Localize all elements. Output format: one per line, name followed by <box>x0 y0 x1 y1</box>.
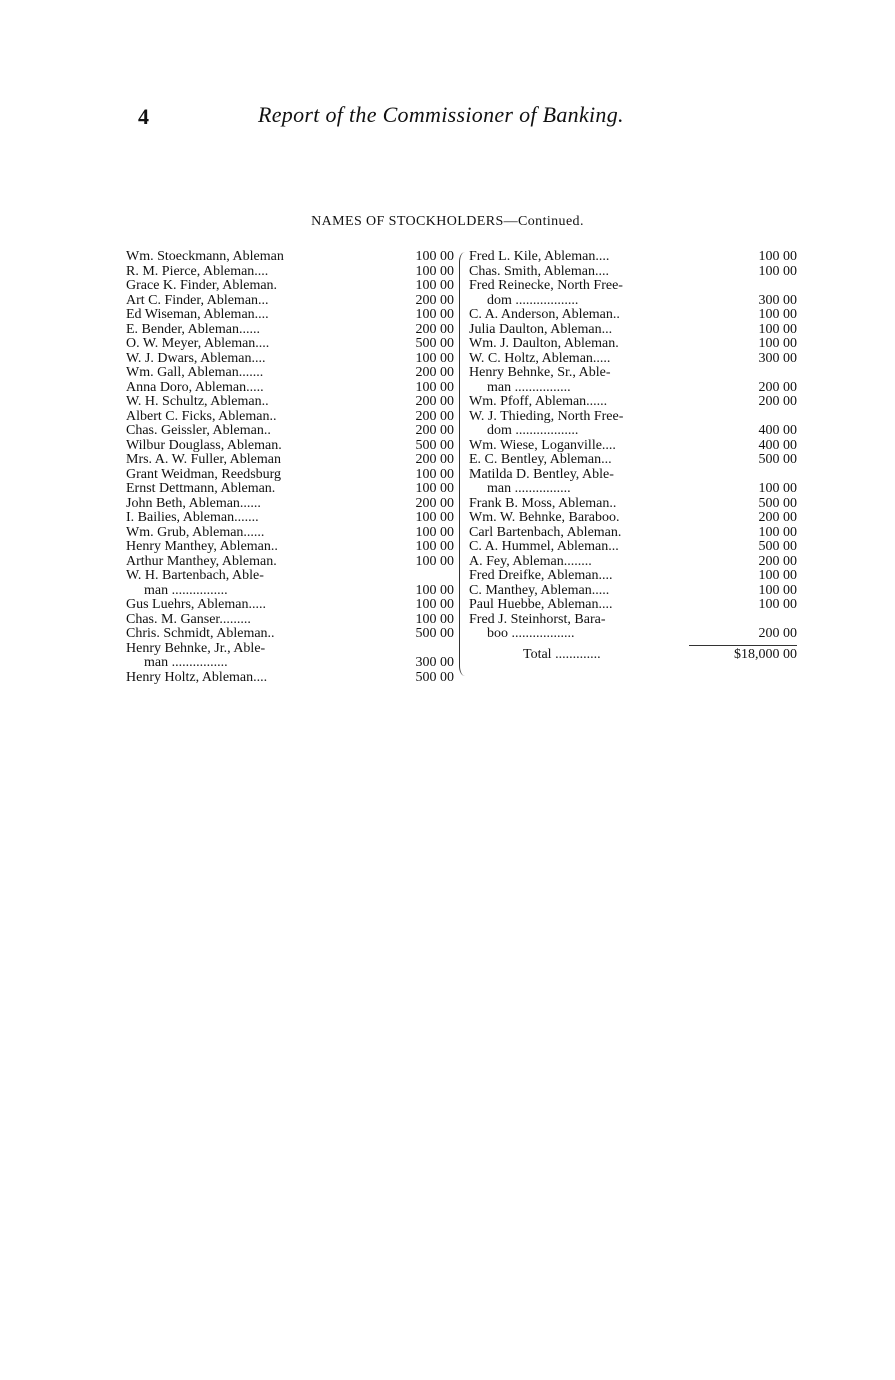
stockholder-name: Fred Dreifke, Ableman.... <box>469 568 613 583</box>
stockholder-row <box>469 294 799 309</box>
total-row <box>469 648 799 663</box>
stockholder-amount: 200 00 <box>758 510 797 525</box>
stockholder-name: Chas. M. Ganser......... <box>126 611 251 627</box>
stockholder-name: R. M. Pierce, Ableman.... <box>126 263 269 279</box>
stockholder-amount: 500 00 <box>415 336 454 351</box>
stockholder-name: man ................ <box>487 481 571 496</box>
stockholder-name: Wm. Gall, Ableman....... <box>126 365 264 380</box>
stockholder-amount: 500 00 <box>758 539 797 554</box>
stockholder-row <box>126 627 456 642</box>
stockholder-row <box>469 526 799 541</box>
stockholder-amount: 100 00 <box>415 597 454 612</box>
stockholder-amount: 400 00 <box>758 423 797 438</box>
stockholder-amount: 200 00 <box>758 394 797 409</box>
stockholder-name: C. Manthey, Ableman..... <box>469 582 610 598</box>
stockholder-row <box>469 598 799 613</box>
stockholder-row <box>126 352 456 367</box>
stockholder-name: I. Bailies, Ableman....... <box>126 510 259 525</box>
stockholder-name: man ................ <box>487 379 571 395</box>
stockholder-name: Art C. Finder, Ableman... <box>126 292 269 308</box>
stockholder-row <box>469 265 799 280</box>
stockholder-name: Wm. Wiese, Loganville.... <box>469 437 616 453</box>
stockholder-amount: 100 00 <box>758 263 797 279</box>
stockholder-amount: 100 00 <box>415 307 454 322</box>
stockholder-amount: 200 00 <box>415 292 454 308</box>
stockholder-amount: 100 00 <box>758 307 797 322</box>
stockholder-row <box>469 613 799 628</box>
stockholder-name: Ernst Dettmann, Ableman. <box>126 481 276 496</box>
stockholder-amount: 500 00 <box>415 437 454 453</box>
stockholder-amount: 100 00 <box>758 597 797 612</box>
stockholder-name: Carl Bartenbach, Ableman. <box>469 524 622 540</box>
stockholder-row <box>126 598 456 613</box>
stockholder-name: Matilda D. Bentley, Able- <box>469 466 614 482</box>
stockholder-name: Chas. Smith, Ableman.... <box>469 263 609 279</box>
stockholder-amount: 200 00 <box>415 394 454 409</box>
stockholder-name: Henry Behnke, Jr., Able- <box>126 640 266 656</box>
stockholder-row <box>469 511 799 526</box>
stockholder-name: boo .................. <box>487 626 575 641</box>
stockholder-amount: 100 00 <box>415 350 454 366</box>
stockholder-amount: 300 00 <box>758 292 797 308</box>
stockholder-name: Grant Weidman, Reedsburg <box>126 466 282 482</box>
stockholder-row <box>469 439 799 454</box>
stockholder-amount: 100 00 <box>415 611 454 627</box>
stockholder-name: Wm. W. Behnke, Baraboo. <box>469 510 620 525</box>
stockholder-row <box>126 642 456 657</box>
stockholder-row <box>469 482 799 497</box>
stockholder-row <box>126 424 456 439</box>
stockholder-name: W. J. Dwars, Ableman.... <box>126 350 266 366</box>
stockholder-row <box>126 497 456 512</box>
stockholder-row <box>469 366 799 381</box>
stockholder-row <box>469 323 799 338</box>
stockholder-row <box>469 381 799 396</box>
stockholder-name: Fred L. Kile, Ableman.... <box>469 249 610 264</box>
stockholder-amount: 100 00 <box>415 539 454 554</box>
stockholder-amount: 100 00 <box>758 249 797 264</box>
stockholder-amount: 100 00 <box>415 582 454 598</box>
stockholder-amount: 300 00 <box>415 655 454 670</box>
stockholder-amount: 500 00 <box>758 452 797 467</box>
stockholder-column-right <box>469 250 799 662</box>
stockholder-amount: 200 00 <box>758 379 797 395</box>
stockholder-amount: 500 00 <box>758 495 797 511</box>
section-title: NAMES OF STOCKHOLDERS—Continued. <box>311 214 584 229</box>
stockholder-amount: 500 00 <box>415 669 454 685</box>
stockholder-amount: 100 00 <box>415 466 454 482</box>
stockholder-amount: 100 00 <box>415 524 454 540</box>
stockholder-column-left <box>126 250 456 685</box>
stockholder-amount: 500 00 <box>415 626 454 641</box>
stockholder-name: Paul Huebbe, Ableman.... <box>469 597 613 612</box>
stockholder-name: Gus Luehrs, Ableman..... <box>126 597 266 612</box>
stockholder-row <box>126 468 456 483</box>
stockholder-name: Frank B. Moss, Ableman.. <box>469 495 617 511</box>
stockholder-amount: 400 00 <box>758 437 797 453</box>
stockholder-row <box>469 410 799 425</box>
stockholder-amount: 200 00 <box>415 495 454 511</box>
stockholder-row <box>126 279 456 294</box>
stockholder-row <box>126 250 456 265</box>
stockholder-name: John Beth, Ableman...... <box>126 495 261 511</box>
stockholder-name: Ed Wiseman, Ableman.... <box>126 307 269 322</box>
stockholder-row <box>126 526 456 541</box>
stockholder-amount: 100 00 <box>415 481 454 496</box>
stockholder-row <box>469 569 799 584</box>
stockholder-row <box>469 250 799 265</box>
stockholder-name: Wm. Grub, Ableman...... <box>126 524 265 540</box>
stockholder-row <box>469 540 799 555</box>
stockholder-amount: 200 00 <box>415 365 454 380</box>
total-label: Total ............. <box>523 646 601 662</box>
stockholder-name: Chas. Geissler, Ableman.. <box>126 423 271 438</box>
stockholder-amount: 100 00 <box>758 582 797 598</box>
stockholder-name: E. Bender, Ableman...... <box>126 321 260 337</box>
stockholder-amount: 100 00 <box>415 553 454 569</box>
stockholder-name: Henry Behnke, Sr., Able- <box>469 365 611 380</box>
stockholder-row <box>469 453 799 468</box>
stockholder-name: Chris. Schmidt, Ableman.. <box>126 626 275 641</box>
stockholder-name: dom .................. <box>487 423 579 438</box>
stockholder-row <box>126 555 456 570</box>
stockholder-row <box>126 482 456 497</box>
stockholder-amount: 100 00 <box>415 249 454 264</box>
stockholder-name: man ................ <box>144 655 228 670</box>
stockholder-name: C. A. Hummel, Ableman... <box>469 539 619 554</box>
stockholder-row <box>469 279 799 294</box>
stockholder-name: Henry Holtz, Ableman.... <box>126 669 268 685</box>
stockholder-row <box>126 337 456 352</box>
stockholder-row <box>126 453 456 468</box>
page-number: 4 <box>138 104 149 129</box>
stockholder-row <box>126 395 456 410</box>
stockholder-name: W. H. Bartenbach, Able- <box>126 568 264 583</box>
stockholder-row <box>126 381 456 396</box>
stockholder-name: Albert C. Ficks, Ableman.. <box>126 408 277 424</box>
column-brace <box>459 252 466 676</box>
stockholder-row <box>126 511 456 526</box>
stockholder-amount: 100 00 <box>758 336 797 351</box>
stockholder-amount: 200 00 <box>415 408 454 424</box>
stockholder-row <box>126 294 456 309</box>
total-amount: $18,000 00 <box>734 646 797 662</box>
stockholder-row <box>469 468 799 483</box>
stockholder-name: Fred Reinecke, North Free- <box>469 278 623 293</box>
stockholder-row <box>126 613 456 628</box>
stockholder-amount: 300 00 <box>758 350 797 366</box>
running-head: Report of the Commissioner of Banking. <box>258 102 624 127</box>
stockholder-row <box>469 424 799 439</box>
stockholder-amount: 100 00 <box>758 481 797 496</box>
stockholder-row <box>126 265 456 280</box>
stockholder-name: O. W. Meyer, Ableman.... <box>126 336 270 351</box>
stockholder-row <box>126 366 456 381</box>
stockholder-name: W. J. Thieding, North Free- <box>469 408 624 424</box>
stockholder-name: Wm. J. Daulton, Ableman. <box>469 336 619 351</box>
stockholder-name: Fred J. Steinhorst, Bara- <box>469 611 606 627</box>
stockholder-amount: 100 00 <box>415 379 454 395</box>
stockholder-row <box>469 627 799 642</box>
stockholder-row <box>126 656 456 671</box>
stockholder-name: E. C. Bentley, Ableman... <box>469 452 612 467</box>
stockholder-amount: 100 00 <box>415 510 454 525</box>
stockholder-name: C. A. Anderson, Ableman.. <box>469 307 620 322</box>
stockholder-row <box>126 569 456 584</box>
stockholder-row <box>469 352 799 367</box>
stockholder-name: Grace K. Finder, Ableman. <box>126 278 278 293</box>
stockholder-row <box>469 395 799 410</box>
stockholder-name: Arthur Manthey, Ableman. <box>126 553 277 569</box>
stockholder-row <box>469 337 799 352</box>
stockholder-amount: 100 00 <box>415 278 454 293</box>
stockholder-row <box>469 308 799 323</box>
stockholder-name: Wilbur Douglass, Ableman. <box>126 437 282 453</box>
stockholder-row <box>126 540 456 555</box>
stockholder-name: Mrs. A. W. Fuller, Ableman <box>126 452 281 467</box>
stockholder-name: Wm. Pfoff, Ableman...... <box>469 394 608 409</box>
stockholder-amount: 200 00 <box>415 423 454 438</box>
stockholder-row <box>126 671 456 686</box>
stockholder-name: man ................ <box>144 582 228 598</box>
stockholder-name: Julia Daulton, Ableman... <box>469 321 613 337</box>
stockholder-amount: 200 00 <box>415 452 454 467</box>
stockholder-name: Anna Doro, Ableman..... <box>126 379 264 395</box>
stockholder-name: Wm. Stoeckmann, Ableman <box>126 249 284 264</box>
stockholder-amount: 200 00 <box>758 626 797 641</box>
stockholder-amount: 100 00 <box>758 321 797 337</box>
stockholder-name: Henry Manthey, Ableman.. <box>126 539 278 554</box>
stockholder-name: W. C. Holtz, Ableman..... <box>469 350 611 366</box>
stockholder-name: W. H. Schultz, Ableman.. <box>126 394 269 409</box>
stockholder-row <box>126 439 456 454</box>
stockholder-amount: 200 00 <box>758 553 797 569</box>
stockholder-name: dom .................. <box>487 292 579 308</box>
stockholder-row <box>126 308 456 323</box>
stockholder-amount: 100 00 <box>758 568 797 583</box>
stockholder-row <box>469 497 799 512</box>
stockholder-row <box>126 584 456 599</box>
stockholder-amount: 100 00 <box>758 524 797 540</box>
stockholder-row <box>469 555 799 570</box>
stockholder-row <box>469 584 799 599</box>
stockholder-row <box>126 323 456 338</box>
stockholder-row <box>126 410 456 425</box>
stockholder-amount: 100 00 <box>415 263 454 279</box>
stockholder-amount: 200 00 <box>415 321 454 337</box>
stockholder-name: A. Fey, Ableman........ <box>469 553 592 569</box>
